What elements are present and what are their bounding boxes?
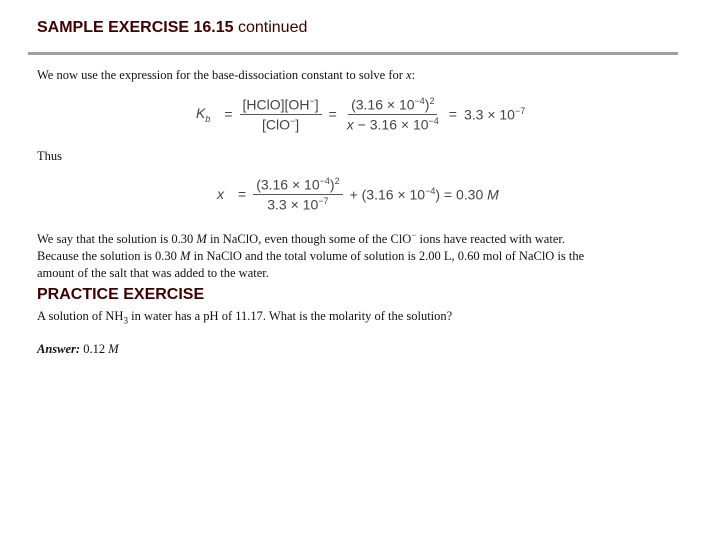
kb-fraction-2: $\frac{(3.16 \times 10^{-4})^2}{x - 3.16 \times 10^{-4}}$: [346, 96, 439, 133]
title-divider: [28, 52, 678, 55]
kb-symbol: $K_b$: [196, 104, 211, 124]
title-continued: continued: [237, 19, 308, 36]
intro-text: [37, 67, 415, 84]
practice-question: A solution of $NH_3$ in water has a pH of 11.17. What is the molarity of the solution?: [37, 309, 453, 326]
equation-kb: $K_b$ = $\frac{[HClO][OH^-]}{[ClO^-]}$ = $\frac{(3.16 \times 10^{-4})^2}{x - 3.16 \times 10^{-4}}$ = $3.3 \times 10^{-7}$: [196, 96, 526, 133]
page-title: [37, 19, 307, 37]
conclusion-line-1: We say that the solution is 0.30 M in NaClO, even though some of the ClO− ions have reacted with water.: [37, 230, 565, 247]
practice-answer: [37, 341, 119, 358]
intro-before: We now use the expression for the base-dissociation constant to solve for: [37, 68, 407, 82]
answer-label: Answer:: [37, 342, 81, 356]
x-fraction: $\frac{(3.16 \times 10^{-4})^2}{3.3 \times 10^{-7}}$: [253, 176, 342, 212]
thus-text: Thus: [37, 149, 62, 163]
kb-fraction-1: $\frac{[HClO][OH^-]}{[ClO^-]}$: [240, 96, 322, 132]
answer-value: 0.12: [80, 342, 109, 356]
equation-x: x = $\frac{(3.16 \times 10^{-4})^2}{3.3 \times 10^{-7}}$ + $(3.16 \times 10^{-4}) = 0.30$ M: [217, 176, 499, 213]
answer-unit: M: [108, 342, 119, 356]
intro-var: x: [406, 68, 412, 82]
x-result: + $(3.16 \times 10^{-4}) = 0.30$ M: [349, 185, 499, 203]
intro-after: :: [411, 68, 416, 82]
conclusion-line-3: amount of the salt that was added to the water.: [37, 266, 269, 281]
title-bold: SAMPLE EXERCISE 16.15: [37, 19, 234, 36]
conclusion-paragraph: [37, 227, 584, 282]
conclusion-line-2: Because the solution is 0.30 M in NaClO and the total volume of solution is 2.00 L, 0.60 mol of NaClO is the: [37, 249, 585, 264]
kb-result: $3.3 \times 10^{-7}$: [463, 105, 526, 123]
practice-heading: PRACTICE EXERCISE: [37, 286, 205, 303]
